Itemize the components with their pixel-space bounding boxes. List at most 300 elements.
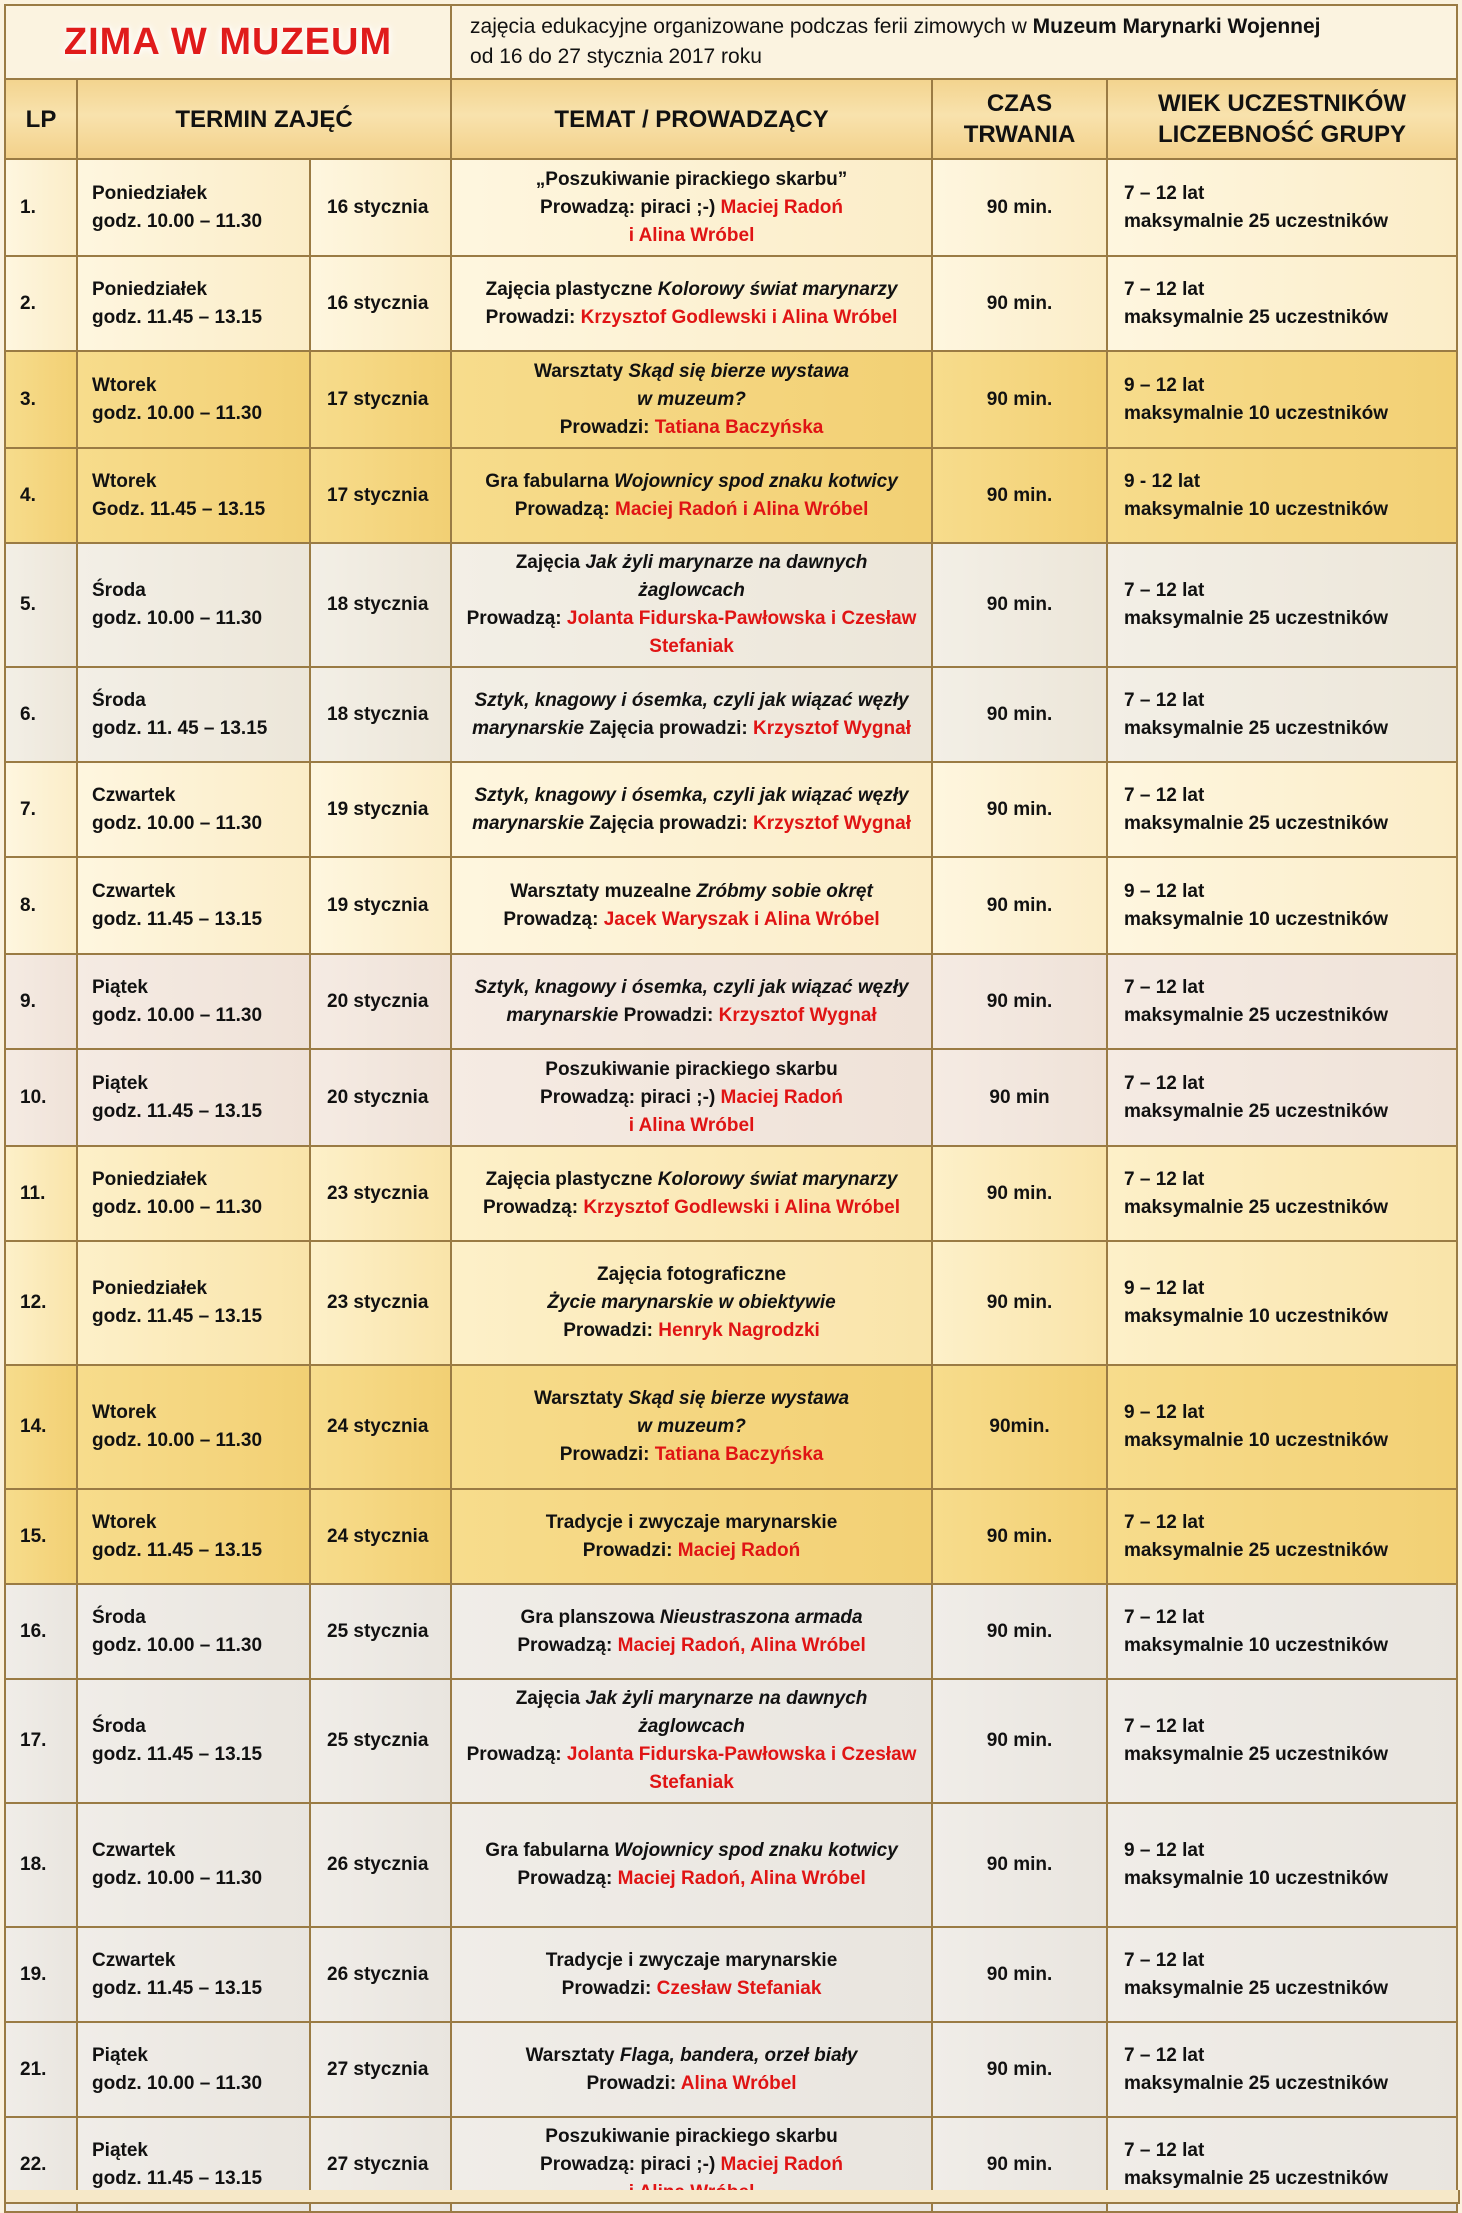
topic-line: [460, 1317, 923, 1345]
table-row: [5, 667, 1457, 762]
time-range: godz. 11.45 – 13.15: [92, 1977, 263, 1999]
topic-segment: Maciej Radoń: [720, 2153, 844, 2175]
date-cell: 25 stycznia: [310, 1679, 451, 1803]
age-range: 9 – 12 lat: [1124, 1840, 1205, 1861]
schedule-table: [4, 4, 1458, 2213]
topic-segment: Maciej Radoń, Alina Wróbel: [617, 1634, 866, 1656]
topic-segment: Prowadzą: piraci ;-): [540, 1086, 721, 1108]
topic-segment: w muzeum?: [637, 388, 746, 410]
term-cell: [77, 448, 310, 543]
topic-segment: Maciej Radoń i Alina Wróbel: [615, 498, 869, 520]
weekday: Piątek: [92, 1072, 148, 1094]
term-cell: [77, 543, 310, 667]
row-number: 9.: [5, 954, 77, 1049]
topic-segment: Czesław Stefaniak: [656, 1977, 822, 1999]
age-cell: [1107, 1049, 1457, 1146]
date-cell: 23 stycznia: [310, 1241, 451, 1365]
term-cell: [77, 1365, 310, 1489]
age-range: 7 – 12 lat: [1124, 689, 1205, 711]
topic-segment: Prowadzi:: [561, 1977, 657, 1999]
weekday: Czwartek: [92, 784, 176, 806]
duration-cell: 90 min: [932, 1049, 1107, 1146]
topic-line: [460, 577, 923, 605]
duration-cell: 90 min.: [932, 1679, 1107, 1803]
topic-segment: Maciej Radoń, Alina Wróbel: [617, 1868, 866, 1889]
subtitle-dates: od 16 do 27 stycznia 2017 roku: [470, 45, 762, 68]
weekday: Środa: [92, 1606, 146, 1628]
row-number: 2.: [5, 256, 77, 351]
topic-segment: Maciej Radoń: [720, 1086, 844, 1108]
term-cell: [77, 256, 310, 351]
age-cell: [1107, 543, 1457, 667]
topic-segment: Tatiana Baczyńska: [654, 416, 824, 438]
topic-segment: Zajęcia plastyczne: [485, 278, 658, 300]
table-row: [5, 543, 1457, 667]
date-cell: 26 stycznia: [310, 1927, 451, 2022]
topic-line: [460, 2123, 923, 2151]
date-cell: 24 stycznia: [310, 1489, 451, 1584]
weekday: Wtorek: [92, 1511, 157, 1533]
row-number: 15.: [5, 1489, 77, 1584]
age-range: 7 – 12 lat: [1124, 1072, 1205, 1094]
topic-segment: marynarskie: [472, 717, 585, 739]
date-cell: 16 stycznia: [310, 159, 451, 256]
topic-line: [460, 1632, 923, 1660]
group-size: maksymalnie 25 uczestników: [1124, 1977, 1389, 1999]
age-range: 9 – 12 lat: [1124, 880, 1205, 902]
term-cell: [77, 1679, 310, 1803]
duration-cell: 90 min.: [932, 448, 1107, 543]
topic-cell: [451, 256, 932, 351]
group-size: maksymalnie 25 uczestników: [1124, 1539, 1389, 1561]
topic-segment: Wojownicy spod znaku kotwicy: [614, 1840, 898, 1861]
row-number: 6.: [5, 667, 77, 762]
topic-cell: [451, 448, 932, 543]
topic-segment: Jolanta Fidurska-Pawłowska i Czesław: [566, 1744, 917, 1765]
group-size: maksymalnie 25 uczestników: [1124, 1196, 1389, 1218]
group-size: maksymalnie 25 uczestników: [1124, 306, 1389, 328]
topic-cell: [451, 1049, 932, 1146]
col-header-termin: TERMIN ZAJĘĆ: [77, 79, 451, 159]
term-cell: [77, 667, 310, 762]
topic-line: [460, 386, 923, 414]
term-cell: [77, 1803, 310, 1927]
topic-segment: Prowadzi:: [586, 2072, 681, 2094]
topic-segment: Maciej Radoń: [720, 196, 844, 218]
topic-cell: [451, 857, 932, 954]
col-header-czas: [932, 79, 1107, 159]
time-range: godz. 10.00 – 11.30: [92, 402, 263, 424]
topic-line: [460, 1769, 923, 1797]
topic-line: [460, 2042, 923, 2070]
topic-segment: Krzysztof Wygnał: [718, 1004, 877, 1026]
row-number: 22.: [5, 2117, 77, 2212]
time-range: godz. 11.45 – 13.15: [92, 1100, 263, 1122]
topic-line: [460, 1112, 923, 1140]
age-cell: [1107, 1927, 1457, 2022]
topic-segment: Prowadzi:: [582, 1539, 678, 1561]
group-size: maksymalnie 10 uczestników: [1124, 498, 1389, 520]
topic-cell: [451, 1489, 932, 1584]
duration-cell: 90 min.: [932, 256, 1107, 351]
topic-segment: Prowadzą:: [514, 498, 615, 520]
group-size: maksymalnie 10 uczestników: [1124, 1306, 1389, 1327]
duration-cell: 90 min.: [932, 857, 1107, 954]
group-size: maksymalnie 25 uczestników: [1124, 608, 1389, 629]
date-cell: 23 stycznia: [310, 1146, 451, 1241]
weekday: Wtorek: [92, 374, 157, 396]
weekday: Środa: [92, 1716, 146, 1737]
topic-line: [460, 496, 923, 524]
topic-segment: Krzysztof Wygnał: [752, 717, 911, 739]
col-header-czas-1: CZAS: [986, 90, 1053, 117]
group-size: maksymalnie 25 uczestników: [1124, 1744, 1389, 1765]
topic-line: [460, 1537, 923, 1565]
topic-line: [460, 468, 923, 496]
age-cell: [1107, 1803, 1457, 1927]
age-cell: [1107, 351, 1457, 448]
duration-cell: 90 min.: [932, 1803, 1107, 1927]
weekday: Poniedziałek: [92, 278, 208, 300]
duration-cell: 90min.: [932, 1365, 1107, 1489]
topic-segment: w muzeum?: [637, 1416, 746, 1437]
date-cell: 27 stycznia: [310, 2117, 451, 2212]
topic-line: [460, 2151, 923, 2179]
topic-segment: „Poszukiwanie pirackiego skarbu”: [535, 168, 848, 190]
topic-segment: Prowadzi:: [563, 1320, 659, 1341]
duration-cell: 90 min.: [932, 1489, 1107, 1584]
term-cell: [77, 1927, 310, 2022]
table-row: [5, 1365, 1457, 1489]
page-title: ZIMA W MUZEUM: [5, 5, 451, 79]
table-bottom-edge: [4, 2190, 1460, 2204]
topic-line: [460, 1713, 923, 1741]
age-cell: [1107, 857, 1457, 954]
age-cell: [1107, 1146, 1457, 1241]
table-row: [5, 1489, 1457, 1584]
table-row: [5, 954, 1457, 1049]
topic-segment: Sztyk, knagowy i ósemka, czyli jak wiązać węzły: [474, 976, 909, 998]
topic-cell: [451, 1927, 932, 2022]
col-header-lp: LP: [5, 79, 77, 159]
time-range: godz. 11.45 – 13.15: [92, 1306, 263, 1327]
group-size: maksymalnie 25 uczestników: [1124, 1100, 1389, 1122]
age-range: 7 – 12 lat: [1124, 1168, 1205, 1190]
topic-line: [460, 358, 923, 386]
topic-line: [460, 1166, 923, 1194]
topic-segment: Życie marynarskie w obiektywie: [547, 1292, 836, 1313]
time-range: godz. 10.00 – 11.30: [92, 1868, 263, 1889]
topic-segment: Gra fabularna: [485, 1840, 615, 1861]
topic-cell: [451, 543, 932, 667]
topic-line: [460, 1741, 923, 1769]
topic-segment: Krzysztof Godlewski i Alina Wróbel: [583, 1196, 901, 1218]
topic-cell: [451, 667, 932, 762]
date-cell: 18 stycznia: [310, 667, 451, 762]
topic-segment: Krzysztof Wygnał: [752, 812, 911, 834]
age-cell: [1107, 2022, 1457, 2117]
topic-line: [460, 1865, 923, 1893]
age-range: 7 – 12 lat: [1124, 278, 1205, 300]
topic-cell: [451, 351, 932, 448]
table-row: [5, 448, 1457, 543]
duration-cell: 90 min.: [932, 543, 1107, 667]
table-row: [5, 1803, 1457, 1927]
topic-cell: [451, 1584, 932, 1679]
topic-cell: [451, 1365, 932, 1489]
topic-line: [460, 276, 923, 304]
time-range: godz. 10.00 – 11.30: [92, 210, 263, 232]
row-number: 21.: [5, 2022, 77, 2117]
topic-segment: Kolorowy świat marynarzy: [657, 278, 898, 300]
title-row: [5, 5, 1457, 79]
topic-segment: Prowadzą:: [503, 908, 604, 930]
time-range: Godz. 11.45 – 13.15: [92, 498, 266, 520]
topic-cell: [451, 762, 932, 857]
table-row: [5, 1049, 1457, 1146]
topic-line: [460, 974, 923, 1002]
subtitle-text: zajęcia edukacyjne organizowane podczas ferii zimowych w: [470, 15, 1033, 38]
topic-line: [460, 2070, 923, 2098]
date-cell: 20 stycznia: [310, 1049, 451, 1146]
age-cell: [1107, 1489, 1457, 1584]
row-number: 18.: [5, 1803, 77, 1927]
topic-segment: Prowadzą:: [483, 1196, 584, 1218]
time-range: godz. 11. 45 – 13.15: [92, 717, 268, 739]
topic-segment: Jacek Waryszak i Alina Wróbel: [603, 908, 880, 930]
row-number: 1.: [5, 159, 77, 256]
age-cell: [1107, 954, 1457, 1049]
weekday: Poniedziałek: [92, 1168, 208, 1190]
topic-segment: żaglowcach: [638, 1716, 745, 1737]
weekday: Środa: [92, 580, 146, 601]
col-header-czas-2: TRWANIA: [963, 121, 1076, 148]
weekday: Poniedziałek: [92, 1278, 208, 1299]
row-number: 3.: [5, 351, 77, 448]
time-range: godz. 11.45 – 13.15: [92, 2167, 263, 2189]
age-cell: [1107, 448, 1457, 543]
topic-segment: Zajęcia: [515, 552, 586, 573]
row-number: 16.: [5, 1584, 77, 1679]
duration-cell: 90 min.: [932, 2022, 1107, 2117]
topic-segment: Jolanta Fidurska-Pawłowska i Czesław: [566, 608, 917, 629]
age-range: 7 – 12 lat: [1124, 2044, 1205, 2066]
topic-segment: marynarskie: [506, 1004, 619, 1026]
topic-cell: [451, 1146, 932, 1241]
time-range: godz. 10.00 – 11.30: [92, 608, 263, 629]
topic-line: [460, 1685, 923, 1713]
age-range: 7 – 12 lat: [1124, 976, 1205, 998]
date-cell: 19 stycznia: [310, 762, 451, 857]
topic-segment: Jak żyli marynarze na dawnych: [585, 1688, 868, 1709]
topic-segment: żaglowcach: [638, 580, 745, 601]
topic-cell: [451, 1679, 932, 1803]
topic-cell: [451, 159, 932, 256]
topic-line: [460, 222, 923, 250]
weekday: Poniedziałek: [92, 182, 208, 204]
age-cell: [1107, 667, 1457, 762]
table-row: [5, 256, 1457, 351]
topic-segment: Zajęcia prowadzi:: [584, 717, 753, 739]
term-cell: [77, 1241, 310, 1365]
date-cell: 18 stycznia: [310, 543, 451, 667]
table-row: [5, 857, 1457, 954]
time-range: godz. 10.00 – 11.30: [92, 1634, 263, 1656]
date-cell: 27 stycznia: [310, 2022, 451, 2117]
topic-line: [460, 715, 923, 743]
time-range: godz. 11.45 – 13.15: [92, 1744, 263, 1765]
topic-segment: Zajęcia plastyczne: [485, 1168, 658, 1190]
topic-line: [460, 1084, 923, 1112]
group-size: maksymalnie 10 uczestników: [1124, 1634, 1389, 1656]
col-header-wiek: [1107, 79, 1457, 159]
topic-segment: Prowadzą:: [466, 1744, 567, 1765]
weekday: Środa: [92, 689, 146, 711]
age-range: 7 – 12 lat: [1124, 2139, 1205, 2161]
topic-segment: Poszukiwanie pirackiego skarbu: [545, 2125, 838, 2147]
topic-segment: Prowadzą: piraci ;-): [540, 196, 721, 218]
time-range: godz. 10.00 – 11.30: [92, 1196, 263, 1218]
topic-line: [460, 1947, 923, 1975]
topic-segment: Sztyk, knagowy i ósemka, czyli jak wiązać węzły: [474, 784, 909, 806]
table-row: [5, 351, 1457, 448]
topic-segment: marynarskie: [472, 812, 585, 834]
topic-segment: i Alina Wróbel: [628, 224, 755, 246]
topic-cell: [451, 954, 932, 1049]
term-cell: [77, 1584, 310, 1679]
topic-segment: Stefaniak: [649, 636, 734, 657]
term-cell: [77, 954, 310, 1049]
age-cell: [1107, 1679, 1457, 1803]
topic-segment: Stefaniak: [649, 1772, 734, 1793]
time-range: godz. 11.45 – 13.15: [92, 1539, 263, 1561]
time-range: godz. 10.00 – 11.30: [92, 1430, 263, 1451]
row-number: 8.: [5, 857, 77, 954]
page-subtitle: [451, 5, 1457, 79]
topic-line: [460, 878, 923, 906]
group-size: maksymalnie 25 uczestników: [1124, 1004, 1389, 1026]
time-range: godz. 10.00 – 11.30: [92, 1004, 263, 1026]
topic-segment: Henryk Nagrodzki: [658, 1320, 820, 1341]
topic-segment: Zróbmy sobie okręt: [696, 880, 873, 902]
topic-segment: Krzysztof Godlewski i Alina Wróbel: [580, 306, 898, 328]
topic-line: [460, 304, 923, 332]
topic-segment: Prowadzą:: [466, 608, 567, 629]
topic-line: [460, 414, 923, 442]
group-size: maksymalnie 10 uczestników: [1124, 1430, 1389, 1451]
col-header-wiek-2: LICZEBNOŚĆ GRUPY: [1158, 121, 1407, 148]
topic-line: [460, 1837, 923, 1865]
topic-segment: Zajęcia fotograficzne: [597, 1264, 787, 1285]
weekday: Piątek: [92, 2139, 148, 2161]
topic-segment: Maciej Radoń: [677, 1539, 801, 1561]
topic-segment: Nieustraszona armada: [659, 1606, 863, 1628]
age-range: 7 – 12 lat: [1124, 1949, 1205, 1971]
topic-line: [460, 1289, 923, 1317]
date-cell: 25 stycznia: [310, 1584, 451, 1679]
topic-line: [460, 633, 923, 661]
topic-segment: Alina Wróbel: [680, 2072, 797, 2094]
topic-segment: Tradycje i zwyczaje marynarskie: [545, 1949, 838, 1971]
group-size: maksymalnie 10 uczestników: [1124, 402, 1389, 424]
topic-line: [460, 906, 923, 934]
topic-segment: Prowadzi:: [559, 1444, 655, 1465]
duration-cell: 90 min.: [932, 1927, 1107, 2022]
date-cell: 26 stycznia: [310, 1803, 451, 1927]
duration-cell: 90 min.: [932, 762, 1107, 857]
age-range: 9 - 12 lat: [1124, 470, 1201, 492]
age-range: 7 – 12 lat: [1124, 1606, 1205, 1628]
topic-line: [460, 549, 923, 577]
date-cell: 20 stycznia: [310, 954, 451, 1049]
topic-line: [460, 1261, 923, 1289]
group-size: maksymalnie 25 uczestników: [1124, 717, 1389, 739]
weekday: Piątek: [92, 2044, 148, 2066]
term-cell: [77, 351, 310, 448]
row-number: 10.: [5, 1049, 77, 1146]
topic-line: [460, 605, 923, 633]
time-range: godz. 10.00 – 11.30: [92, 812, 263, 834]
topic-segment: Jak żyli marynarze na dawnych: [585, 552, 868, 573]
time-range: godz. 11.45 – 13.15: [92, 908, 263, 930]
duration-cell: 90 min.: [932, 351, 1107, 448]
group-size: maksymalnie 10 uczestników: [1124, 1868, 1389, 1889]
group-size: maksymalnie 25 uczestników: [1124, 812, 1389, 834]
row-number: 7.: [5, 762, 77, 857]
table-row: [5, 1241, 1457, 1365]
topic-cell: [451, 1241, 932, 1365]
age-cell: [1107, 1241, 1457, 1365]
duration-cell: 90 min.: [932, 159, 1107, 256]
age-range: 7 – 12 lat: [1124, 1511, 1205, 1533]
term-cell: [77, 1146, 310, 1241]
topic-line: [460, 194, 923, 222]
age-cell: [1107, 256, 1457, 351]
topic-line: [460, 1056, 923, 1084]
topic-segment: Poszukiwanie pirackiego skarbu: [545, 1058, 838, 1080]
topic-segment: Prowadzą:: [517, 1634, 618, 1656]
header-row: [5, 79, 1457, 159]
date-cell: 17 stycznia: [310, 351, 451, 448]
duration-cell: 90 min.: [932, 667, 1107, 762]
row-number: 14.: [5, 1365, 77, 1489]
topic-line: [460, 810, 923, 838]
table-row: [5, 1679, 1457, 1803]
age-range: 9 – 12 lat: [1124, 1278, 1205, 1299]
term-cell: [77, 159, 310, 256]
row-number: 19.: [5, 1927, 77, 2022]
age-cell: [1107, 1365, 1457, 1489]
topic-line: [460, 687, 923, 715]
group-size: maksymalnie 25 uczestników: [1124, 2167, 1389, 2189]
age-range: 9 – 12 lat: [1124, 374, 1205, 396]
term-cell: [77, 2022, 310, 2117]
topic-line: [460, 1604, 923, 1632]
topic-line: [460, 782, 923, 810]
topic-cell: [451, 1803, 932, 1927]
topic-segment: i Alina Wróbel: [628, 1114, 755, 1136]
date-cell: 17 stycznia: [310, 448, 451, 543]
age-cell: [1107, 762, 1457, 857]
table-row: [5, 159, 1457, 256]
topic-segment: Tradycje i zwyczaje marynarskie: [545, 1511, 838, 1533]
topic-segment: Skąd się bierze wystawa: [628, 360, 850, 382]
weekday: Wtorek: [92, 1402, 157, 1423]
date-cell: 19 stycznia: [310, 857, 451, 954]
topic-line: [460, 1975, 923, 2003]
duration-cell: 90 min.: [932, 954, 1107, 1049]
table-row: [5, 1584, 1457, 1679]
